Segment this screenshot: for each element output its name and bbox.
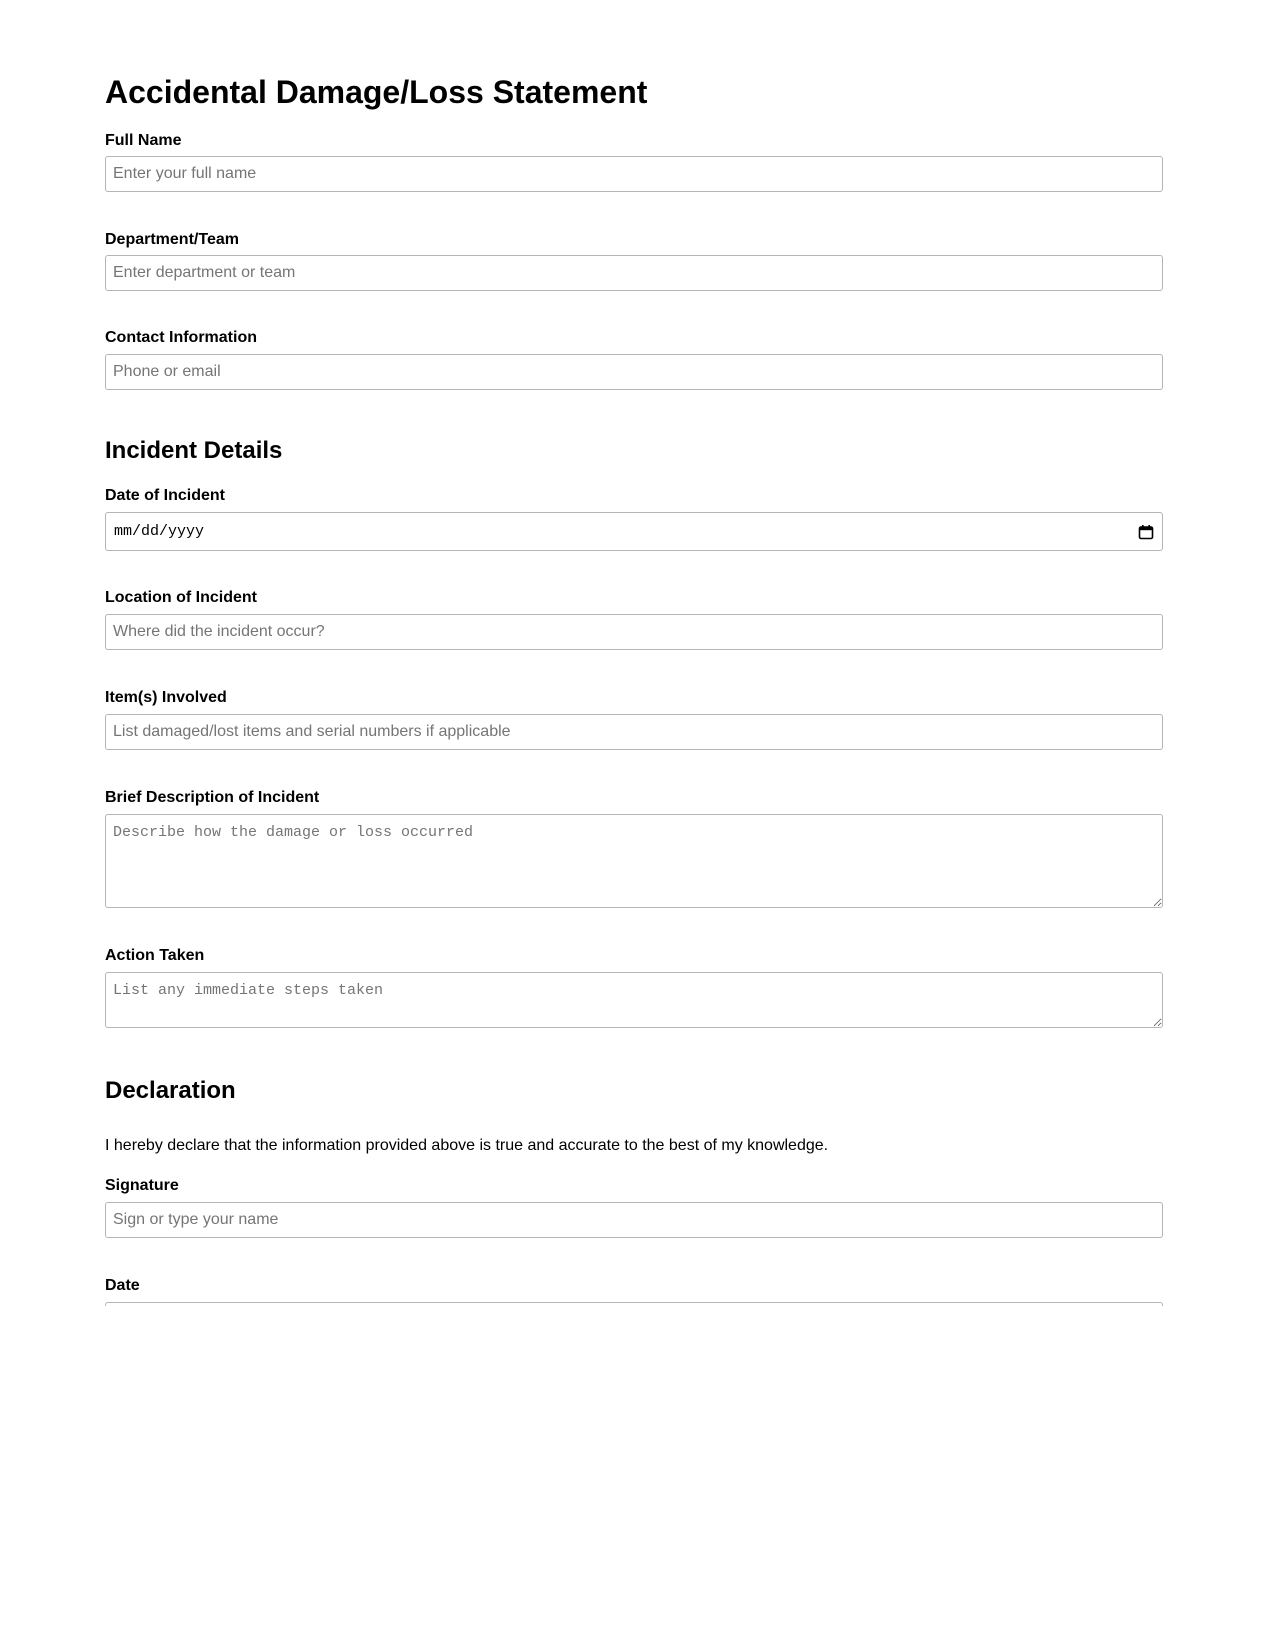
page-title: Accidental Damage/Loss Statement bbox=[105, 74, 648, 110]
signature-label: Signature bbox=[105, 1177, 179, 1194]
incident-details-heading: Incident Details bbox=[105, 437, 283, 464]
declaration-date-input[interactable] bbox=[105, 1302, 1163, 1306]
items-involved-input[interactable] bbox=[105, 714, 1163, 750]
full-name-label: Full Name bbox=[105, 132, 182, 149]
declaration-date-label: Date bbox=[105, 1277, 140, 1294]
incident-location-label: Location of Incident bbox=[105, 589, 257, 606]
calendar-icon[interactable] bbox=[1138, 524, 1154, 540]
signature-input[interactable] bbox=[105, 1202, 1163, 1238]
department-input[interactable] bbox=[105, 255, 1163, 291]
incident-description-textarea[interactable] bbox=[105, 814, 1163, 908]
action-taken-textarea[interactable] bbox=[105, 972, 1163, 1028]
items-involved-label: Item(s) Involved bbox=[105, 689, 227, 706]
full-name-input[interactable] bbox=[105, 156, 1163, 192]
incident-date-input[interactable] bbox=[105, 512, 1163, 551]
contact-input[interactable] bbox=[105, 354, 1163, 390]
declaration-date-clip bbox=[105, 1302, 1163, 1306]
declaration-heading: Declaration bbox=[105, 1077, 236, 1104]
declaration-statement: I hereby declare that the information provided above is true and accurate to the best of my knowledge. bbox=[105, 1137, 829, 1154]
contact-label: Contact Information bbox=[105, 329, 257, 346]
incident-date-label: Date of Incident bbox=[105, 487, 226, 504]
incident-description-label: Brief Description of Incident bbox=[105, 789, 320, 806]
action-taken-label: Action Taken bbox=[105, 947, 205, 964]
incident-location-input[interactable] bbox=[105, 614, 1163, 650]
department-label: Department/Team bbox=[105, 231, 239, 248]
incident-date-value: mm/dd/yyyy bbox=[114, 523, 205, 540]
